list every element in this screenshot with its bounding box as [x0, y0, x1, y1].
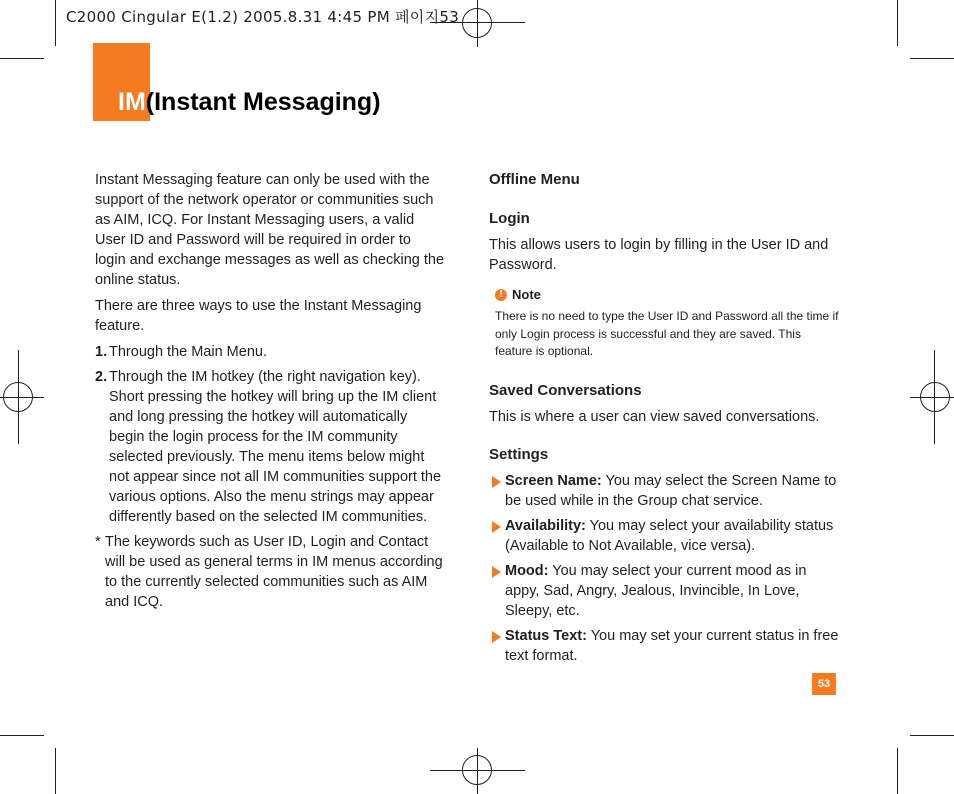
note-text: There is no need to type the User ID and Password all the time if only Login process is successful and they are saved. This feature is optional. [495, 309, 839, 358]
note-label: Note [512, 287, 541, 302]
left-column [95, 170, 445, 612]
page-number: 53 [812, 673, 836, 695]
saved-conversations-text: This is where a user can view saved conversations. [489, 408, 820, 425]
crop-mark [55, 748, 56, 794]
crop-mark [910, 58, 954, 59]
footnote-mark: * [95, 534, 101, 550]
settings-item [489, 516, 841, 556]
crop-mark [934, 350, 935, 444]
list-number: 2. [95, 369, 108, 385]
settings-heading: Settings [489, 445, 549, 463]
settings-text: You may select your availability status (Available to Not Available, vice versa). [505, 517, 834, 554]
settings-item [489, 471, 841, 511]
crop-mark [18, 350, 19, 444]
note-box [495, 285, 841, 361]
settings-label: Status Text: [505, 627, 587, 644]
ways-paragraph: There are three ways to use the Instant Messaging feature. [95, 298, 422, 334]
triangle-bullet-icon [492, 476, 501, 488]
offline-menu-heading: Offline Menu [489, 171, 580, 188]
settings-text: You may select your current mood as in appy, Sad, Angry, Jealous, Invincible, In Love, Sleepy, etc. [505, 562, 807, 619]
crop-mark [0, 397, 44, 398]
settings-label: Mood: [505, 562, 549, 579]
note-heading [495, 285, 841, 305]
triangle-bullet-icon [492, 566, 501, 578]
list-item [95, 342, 445, 362]
settings-label: Availability: [505, 517, 586, 534]
triangle-bullet-icon [492, 521, 501, 533]
saved-conversations-heading: Saved Conversations [489, 381, 642, 399]
settings-label: Screen Name: [505, 472, 602, 489]
crop-mark [477, 748, 478, 794]
footnote [95, 532, 445, 612]
crop-mark [897, 748, 898, 794]
crop-mark [0, 735, 44, 736]
crop-mark [910, 397, 954, 398]
footnote-text: The keywords such as User ID, Login and Contact will be used as general terms in IM menus according to the currently selected communities such as AIM and ICQ. [105, 534, 443, 610]
crop-mark [910, 735, 954, 736]
list-text: Through the Main Menu. [109, 344, 267, 360]
intro-paragraph: Instant Messaging feature can only be used with the support of the network operator or communities such as AIM, ICQ. For Instant Messaging users, a valid User ID and Password will be required in order to login and exchange messages as well as checking the online status. [95, 172, 445, 288]
settings-item [489, 626, 841, 666]
print-header: C2000 Cingular E(1.2) 2005.8.31 4:45 PM 페이지53 [66, 8, 460, 26]
crop-mark [477, 0, 478, 47]
settings-item [489, 561, 841, 621]
list-text: Through the IM hotkey (the right navigation key). Short pressing the hotkey will bring up the IM client and long pressing the hotkey will automatically begin the login process for the IM community selected previously. The menu items below might not appear since not all IM communities support the various options. Also the menu strings may appear differently based on the selected IM communities. [109, 369, 442, 525]
triangle-bullet-icon [492, 631, 501, 643]
right-column [489, 170, 841, 671]
settings-text: You may select the Screen Name to be used while in the Group chat service. [505, 472, 837, 509]
settings-text: You may set your current status in free text format. [505, 627, 839, 664]
crop-mark [897, 0, 898, 46]
login-text: This allows users to login by filling in the User ID and Password. [489, 237, 829, 273]
list-item [95, 367, 445, 527]
title-prefix: IM [118, 88, 146, 116]
crop-mark [55, 0, 56, 46]
list-number: 1. [95, 344, 108, 360]
crop-mark [0, 58, 44, 59]
title-rest: (Instant Messaging) [145, 88, 381, 116]
login-heading: Login [489, 210, 530, 227]
page-title [118, 88, 381, 117]
note-icon: ! [495, 289, 507, 301]
